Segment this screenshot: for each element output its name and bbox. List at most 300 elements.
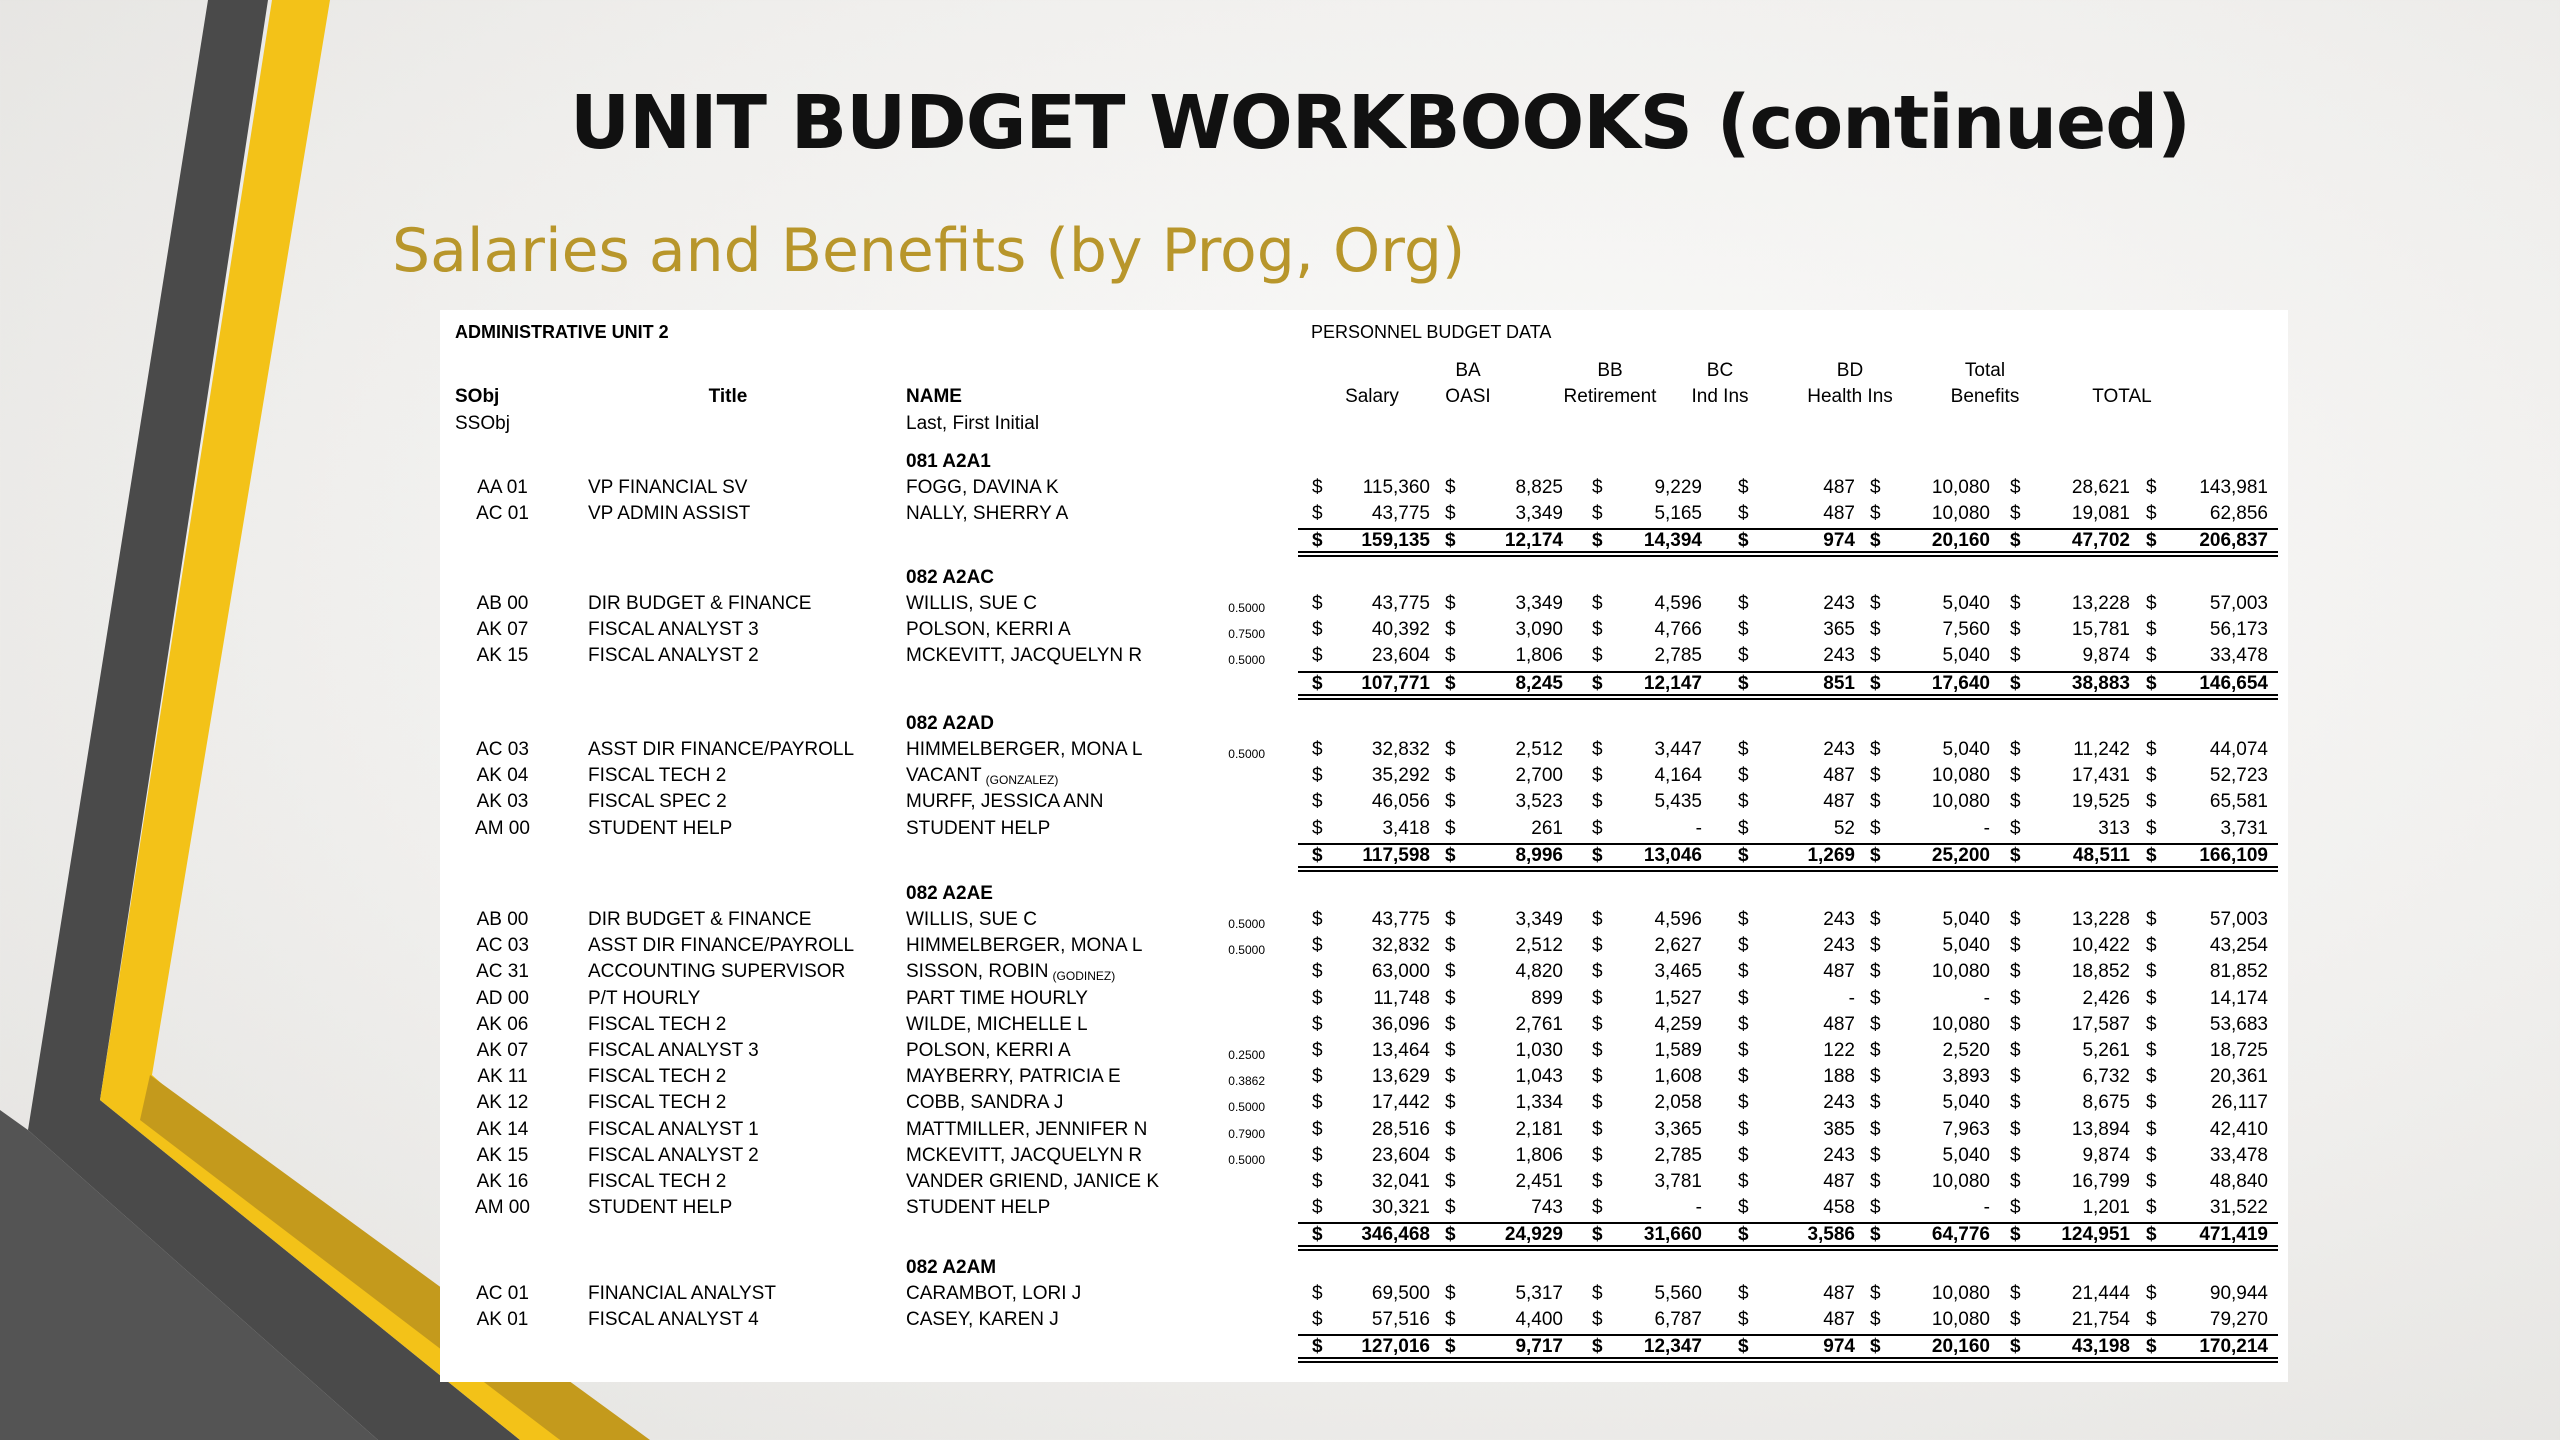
currency-sign: $	[1738, 1197, 1749, 1219]
cell-salary: 11,748	[1373, 987, 1430, 1009]
currency-sign: $	[2010, 477, 2021, 498]
row-sobj: AK 06	[476, 1013, 529, 1035]
cell-total: 44,074	[2209, 739, 2268, 760]
currency-sign: $	[1738, 1283, 1749, 1304]
currency-sign: $	[1312, 1013, 1323, 1035]
currency-sign: $	[2146, 1040, 2157, 1061]
cell-oasi: 743	[1531, 1197, 1563, 1219]
currency-sign: $	[1738, 503, 1749, 525]
currency-sign: $	[1592, 1066, 1603, 1088]
currency-sign: $	[1592, 765, 1603, 787]
row-title: FINANCIAL ANALYST	[588, 1283, 776, 1304]
cell-ret: 6,787	[1654, 1309, 1702, 1331]
cell-salary: 36,096	[1371, 1013, 1430, 1035]
currency-sign: $	[2010, 672, 2021, 694]
subtotal-total: 146,654	[2199, 672, 2268, 694]
cell-health: 10,080	[1931, 1309, 1990, 1331]
row-name-note: (GODINEZ)	[1052, 969, 1116, 984]
total-double-rule	[1298, 1245, 2278, 1251]
cell-health: 3,893	[1942, 1066, 1990, 1088]
currency-sign: $	[2010, 1336, 2021, 1358]
currency-sign: $	[2146, 672, 2157, 694]
currency-sign: $	[1445, 765, 1456, 787]
currency-sign: $	[1592, 672, 1603, 694]
row-title: P/T HOURLY	[588, 987, 701, 1009]
cell-total: 53,683	[2209, 1013, 2268, 1035]
header-oasi: OASI	[1445, 386, 1491, 407]
currency-sign: $	[1592, 593, 1603, 614]
cell-ben: 5,261	[2082, 1040, 2130, 1061]
subtotal-ret: 14,394	[1643, 530, 1702, 552]
subtotal-salary: 127,016	[1361, 1336, 1430, 1358]
currency-sign: $	[1870, 844, 1881, 866]
currency-sign: $	[1870, 530, 1881, 552]
header-sobj: SObj	[455, 386, 500, 407]
cell-health: 7,560	[1942, 619, 1990, 641]
cell-salary: 23,604	[1371, 1144, 1430, 1166]
cell-health: 5,040	[1942, 645, 1990, 667]
row-sobj: AB 00	[476, 593, 529, 614]
currency-sign: $	[1312, 672, 1323, 694]
currency-sign: $	[1312, 1224, 1323, 1246]
currency-sign: $	[1445, 1283, 1456, 1304]
currency-sign: $	[1738, 1066, 1749, 1088]
cell-salary: 13,464	[1371, 1040, 1430, 1061]
currency-sign: $	[1445, 817, 1456, 839]
cell-salary: 57,516	[1371, 1309, 1430, 1331]
currency-sign: $	[1445, 1066, 1456, 1088]
cell-salary: 23,604	[1371, 645, 1430, 667]
row-name: VANDER GRIEND, JANICE K	[906, 1171, 1160, 1192]
currency-sign: $	[1312, 477, 1323, 498]
cell-ind: 122	[1823, 1040, 1855, 1061]
cell-total: 18,725	[2209, 1040, 2268, 1061]
currency-sign: $	[1870, 1336, 1881, 1358]
currency-sign: $	[1592, 530, 1603, 552]
subtotal-salary: 117,598	[1362, 844, 1430, 866]
row-sobj: AB 00	[476, 909, 529, 930]
slide-title: UNIT BUDGET WORKBOOKS (continued)	[569, 80, 2190, 166]
header-bc-code: BC	[1706, 360, 1734, 381]
cell-oasi: 1,043	[1515, 1066, 1563, 1088]
group-label: 081 A2A1	[906, 451, 991, 472]
currency-sign: $	[1870, 1144, 1881, 1166]
currency-sign: $	[2146, 791, 2157, 813]
currency-sign: $	[1312, 1066, 1323, 1088]
currency-sign: $	[1870, 1066, 1881, 1088]
row-name: STUDENT HELP	[906, 817, 1051, 839]
group-label: 082 A2AC	[906, 567, 995, 588]
row-fte: 0.5000	[1228, 1152, 1265, 1167]
currency-sign: $	[1592, 739, 1603, 760]
cell-oasi: 1,030	[1515, 1040, 1563, 1061]
currency-sign: $	[2010, 1283, 2021, 1304]
currency-sign: $	[1592, 1013, 1603, 1035]
cell-ret: 3,465	[1654, 961, 1702, 983]
row-name: SISSON, ROBIN	[906, 961, 1049, 983]
currency-sign: $	[1870, 1040, 1881, 1061]
cell-health: 10,080	[1931, 477, 1990, 498]
cell-total: 62,856	[2209, 503, 2268, 525]
cell-health: 10,080	[1931, 791, 1990, 813]
cell-ben: 18,852	[2071, 961, 2130, 983]
row-name: CARAMBOT, LORI J	[906, 1283, 1082, 1304]
cell-ben: 313	[2098, 817, 2130, 839]
row-name: WILDE, MICHELLE L	[906, 1013, 1088, 1035]
cell-total: 20,361	[2209, 1066, 2268, 1088]
currency-sign: $	[1445, 1092, 1456, 1114]
currency-sign: $	[1445, 1309, 1456, 1331]
cell-oasi: 3,090	[1515, 619, 1563, 641]
currency-sign: $	[1592, 1171, 1603, 1192]
currency-sign: $	[1738, 987, 1749, 1009]
currency-sign: $	[2010, 1224, 2021, 1246]
cell-salary: 28,516	[1371, 1118, 1430, 1140]
currency-sign: $	[2010, 1040, 2021, 1061]
slide-subtitle: Salaries and Benefits (by Prog, Org)	[392, 216, 1466, 286]
row-fte: 0.7900	[1228, 1126, 1265, 1141]
subtotal-health: 17,640	[1931, 672, 1990, 694]
row-title: FISCAL ANALYST 4	[588, 1309, 759, 1331]
cell-salary: 32,832	[1371, 935, 1430, 957]
currency-sign: $	[1445, 739, 1456, 760]
cell-total: 14,174	[2209, 987, 2268, 1009]
currency-sign: $	[1738, 817, 1749, 839]
row-name: WILLIS, SUE C	[906, 909, 1037, 930]
currency-sign: $	[2010, 765, 2021, 787]
currency-sign: $	[1592, 619, 1603, 641]
currency-sign: $	[1445, 477, 1456, 498]
cell-ret: 3,365	[1654, 1118, 1702, 1140]
row-name: PART TIME HOURLY	[906, 987, 1088, 1009]
currency-sign: $	[1870, 1092, 1881, 1114]
budget-sheet	[440, 310, 2288, 1382]
cell-ben: 17,587	[2071, 1013, 2130, 1035]
row-name: HIMMELBERGER, MONA L	[906, 935, 1143, 957]
cell-salary: 46,056	[1371, 791, 1430, 813]
cell-salary: 3,418	[1382, 817, 1430, 839]
currency-sign: $	[1738, 791, 1749, 813]
currency-sign: $	[1445, 935, 1456, 957]
cell-salary: 32,832	[1371, 739, 1430, 760]
row-sobj: AC 01	[476, 1283, 529, 1304]
currency-sign: $	[2146, 645, 2157, 667]
currency-sign: $	[2146, 593, 2157, 614]
cell-health: -	[1983, 987, 1990, 1009]
subtotal-ben: 124,951	[2061, 1224, 2130, 1246]
currency-sign: $	[2146, 1336, 2157, 1358]
currency-sign: $	[1312, 739, 1323, 760]
currency-sign: $	[2010, 619, 2021, 641]
cell-ret: 5,165	[1654, 503, 1702, 525]
currency-sign: $	[1738, 1013, 1749, 1035]
currency-sign: $	[1738, 593, 1749, 614]
cell-total: 42,410	[2209, 1118, 2268, 1140]
row-sobj: AC 03	[476, 935, 529, 957]
currency-sign: $	[2010, 791, 2021, 813]
cell-oasi: 1,334	[1515, 1092, 1563, 1114]
cell-ben: 6,732	[2082, 1066, 2130, 1088]
currency-sign: $	[2146, 1309, 2157, 1331]
header-ba-code: BA	[1455, 360, 1481, 381]
currency-sign: $	[2146, 1171, 2157, 1192]
cell-health: 5,040	[1942, 1144, 1990, 1166]
row-title: FISCAL TECH 2	[588, 1066, 727, 1088]
subtotal-ret: 31,660	[1643, 1224, 1702, 1246]
header-bd-code: BD	[1836, 360, 1864, 381]
currency-sign: $	[2010, 1309, 2021, 1331]
row-title: ASST DIR FINANCE/PAYROLL	[588, 739, 855, 760]
cell-ret: -	[1695, 1197, 1702, 1219]
currency-sign: $	[1870, 619, 1881, 641]
currency-sign: $	[1738, 672, 1749, 694]
header-total: TOTAL	[2092, 386, 2152, 407]
row-sobj: AM 00	[475, 1197, 530, 1219]
cell-salary: 43,775	[1371, 593, 1430, 614]
currency-sign: $	[1445, 1013, 1456, 1035]
currency-sign: $	[1445, 530, 1456, 552]
group-label: 082 A2AD	[906, 713, 995, 734]
currency-sign: $	[2146, 987, 2157, 1009]
cell-ind: 243	[1823, 739, 1855, 760]
cell-ben: 21,444	[2071, 1283, 2130, 1304]
row-name: FOGG, DAVINA K	[906, 477, 1059, 498]
total-double-rule	[1298, 551, 2278, 557]
currency-sign: $	[1592, 1336, 1603, 1358]
cell-ben: 2,426	[2082, 987, 2130, 1009]
currency-sign: $	[1592, 645, 1603, 667]
currency-sign: $	[1592, 1118, 1603, 1140]
currency-sign: $	[1738, 961, 1749, 983]
cell-salary: 30,321	[1371, 1197, 1430, 1219]
row-name: CASEY, KAREN J	[906, 1309, 1059, 1331]
cell-ind: 487	[1823, 1283, 1855, 1304]
currency-sign: $	[1870, 1309, 1881, 1331]
cell-salary: 69,500	[1371, 1283, 1430, 1304]
currency-sign: $	[1738, 1224, 1749, 1246]
subtotal-total: 471,419	[2199, 1224, 2268, 1246]
cell-oasi: 261	[1531, 817, 1563, 839]
cell-total: 143,981	[2199, 477, 2268, 498]
currency-sign: $	[1445, 672, 1456, 694]
cell-ind: 487	[1823, 477, 1855, 498]
subtotal-ind: 3,586	[1807, 1224, 1855, 1246]
currency-sign: $	[2010, 961, 2021, 983]
currency-sign: $	[1592, 987, 1603, 1009]
row-sobj: AK 14	[476, 1118, 529, 1140]
cell-ret: 2,627	[1654, 935, 1702, 957]
currency-sign: $	[1738, 1092, 1749, 1114]
cell-oasi: 2,512	[1515, 935, 1563, 957]
currency-sign: $	[1870, 791, 1881, 813]
currency-sign: $	[1738, 1040, 1749, 1061]
row-sobj: AK 16	[476, 1171, 529, 1192]
currency-sign: $	[1870, 961, 1881, 983]
total-double-rule	[1298, 1357, 2278, 1363]
currency-sign: $	[1870, 909, 1881, 930]
cell-salary: 63,000	[1371, 961, 1430, 983]
row-name: MAYBERRY, PATRICIA E	[906, 1066, 1121, 1088]
cell-salary: 115,360	[1362, 477, 1430, 498]
currency-sign: $	[2146, 1283, 2157, 1304]
subtotal-ben: 43,198	[2071, 1336, 2130, 1358]
currency-sign: $	[1445, 619, 1456, 641]
cell-ben: 13,894	[2071, 1118, 2130, 1140]
currency-sign: $	[2010, 1171, 2021, 1192]
currency-sign: $	[1870, 503, 1881, 525]
row-name: COBB, SANDRA J	[906, 1092, 1064, 1114]
currency-sign: $	[1445, 961, 1456, 983]
cell-ind: 458	[1823, 1197, 1855, 1219]
unit-name: ADMINISTRATIVE UNIT 2	[455, 322, 669, 342]
currency-sign: $	[1312, 961, 1323, 983]
currency-sign: $	[1592, 844, 1603, 866]
currency-sign: $	[1445, 593, 1456, 614]
cell-health: 5,040	[1942, 593, 1990, 614]
currency-sign: $	[2010, 739, 2021, 760]
cell-health: 5,040	[1942, 1092, 1990, 1114]
row-title: FISCAL TECH 2	[588, 1013, 727, 1035]
cell-ind: 487	[1823, 961, 1855, 983]
currency-sign: $	[2146, 844, 2157, 866]
row-title: FISCAL ANALYST 2	[588, 1144, 759, 1166]
currency-sign: $	[2146, 1013, 2157, 1035]
row-title: FISCAL TECH 2	[588, 765, 727, 787]
cell-ben: 10,422	[2071, 935, 2130, 957]
cell-total: 33,478	[2209, 1144, 2268, 1166]
currency-sign: $	[2010, 1013, 2021, 1035]
cell-ind: 365	[1823, 619, 1855, 641]
cell-oasi: 3,523	[1515, 791, 1563, 813]
cell-ind: 487	[1823, 791, 1855, 813]
subtotal-ret: 13,046	[1643, 844, 1702, 866]
currency-sign: $	[1312, 765, 1323, 787]
header-bb-code: BB	[1597, 360, 1623, 381]
subtotal-ret: 12,347	[1643, 1336, 1702, 1358]
header-title: Title	[708, 386, 748, 407]
currency-sign: $	[2010, 844, 2021, 866]
currency-sign: $	[1312, 503, 1323, 525]
row-sobj: AK 15	[476, 1144, 529, 1166]
row-fte: 0.3862	[1228, 1074, 1265, 1089]
cell-salary: 40,392	[1371, 619, 1430, 641]
row-name: MATTMILLER, JENNIFER N	[906, 1118, 1148, 1140]
currency-sign: $	[1312, 593, 1323, 614]
currency-sign: $	[2010, 503, 2021, 525]
currency-sign: $	[1445, 645, 1456, 667]
cell-oasi: 3,349	[1515, 909, 1563, 930]
cell-oasi: 2,700	[1515, 765, 1563, 787]
currency-sign: $	[2146, 961, 2157, 983]
currency-sign: $	[2010, 530, 2021, 552]
row-name: WILLIS, SUE C	[906, 593, 1037, 614]
subtotal-ben: 47,702	[2071, 530, 2130, 552]
row-fte: 0.2500	[1228, 1048, 1265, 1062]
subtotal-salary: 346,468	[1361, 1224, 1430, 1246]
currency-sign: $	[1738, 1336, 1749, 1358]
currency-sign: $	[1738, 1171, 1749, 1192]
total-double-rule	[1298, 694, 2278, 700]
cell-health: 10,080	[1931, 765, 1990, 787]
row-name: POLSON, KERRI A	[906, 1040, 1071, 1061]
cell-ret: 2,785	[1654, 645, 1702, 667]
row-sobj: AC 01	[476, 503, 529, 525]
row-title: FISCAL SPEC 2	[588, 791, 727, 813]
currency-sign: $	[2146, 503, 2157, 525]
cell-total: 57,003	[2209, 909, 2268, 930]
row-sobj: AK 01	[476, 1309, 529, 1331]
cell-salary: 43,775	[1371, 909, 1430, 930]
currency-sign: $	[2146, 1197, 2157, 1219]
currency-sign: $	[2146, 909, 2157, 930]
currency-sign: $	[1592, 935, 1603, 957]
cell-total: 81,852	[2209, 961, 2268, 983]
currency-sign: $	[1870, 987, 1881, 1009]
currency-sign: $	[1738, 935, 1749, 957]
cell-total: 56,173	[2209, 619, 2268, 641]
currency-sign: $	[1738, 765, 1749, 787]
cell-health: -	[1983, 817, 1990, 839]
currency-sign: $	[1870, 817, 1881, 839]
cell-oasi: 8,825	[1515, 477, 1563, 498]
cell-ben: 9,874	[2082, 1144, 2130, 1166]
currency-sign: $	[2146, 1066, 2157, 1088]
currency-sign: $	[2146, 1144, 2157, 1166]
cell-ind: 487	[1823, 503, 1855, 525]
row-fte: 0.5000	[1228, 601, 1265, 615]
currency-sign: $	[2146, 739, 2157, 760]
report-heading: PERSONNEL BUDGET DATA	[1311, 322, 1552, 342]
subtotal-health: 64,776	[1931, 1224, 1990, 1246]
subtotal-oasi: 24,929	[1504, 1224, 1563, 1246]
currency-sign: $	[1870, 1118, 1881, 1140]
cell-ret: 4,596	[1654, 593, 1702, 614]
currency-sign: $	[2146, 619, 2157, 641]
cell-total: 79,270	[2209, 1309, 2268, 1331]
row-sobj: AM 00	[475, 817, 530, 839]
cell-total: 65,581	[2209, 791, 2268, 813]
currency-sign: $	[1312, 1283, 1323, 1304]
row-sobj: AC 03	[476, 739, 529, 760]
cell-ind: 243	[1823, 645, 1855, 667]
cell-health: 10,080	[1931, 1171, 1990, 1192]
cell-ben: 19,525	[2071, 791, 2130, 813]
cell-salary: 32,041	[1371, 1171, 1430, 1192]
cell-health: 5,040	[1942, 909, 1990, 930]
currency-sign: $	[1738, 530, 1749, 552]
currency-sign: $	[1445, 1224, 1456, 1246]
cell-total: 52,723	[2209, 765, 2268, 787]
currency-sign: $	[2010, 935, 2021, 957]
subtotal-ind: 851	[1823, 672, 1855, 694]
cell-ben: 13,228	[2071, 593, 2130, 614]
currency-sign: $	[1592, 817, 1603, 839]
row-sobj: AK 04	[476, 765, 529, 787]
currency-sign: $	[1312, 1040, 1323, 1061]
cell-ind: 243	[1823, 1092, 1855, 1114]
currency-sign: $	[1312, 935, 1323, 957]
currency-sign: $	[1312, 1118, 1323, 1140]
cell-health: 2,520	[1942, 1040, 1990, 1061]
row-name: MCKEVITT, JACQUELYN R	[906, 645, 1143, 667]
cell-total: 43,254	[2209, 935, 2268, 957]
cell-ret: 4,259	[1654, 1013, 1702, 1035]
cell-ben: 17,431	[2071, 765, 2130, 787]
cell-ind: 243	[1823, 593, 1855, 614]
currency-sign: $	[1592, 791, 1603, 813]
currency-sign: $	[1312, 530, 1323, 552]
cell-ben: 9,874	[2082, 645, 2130, 667]
